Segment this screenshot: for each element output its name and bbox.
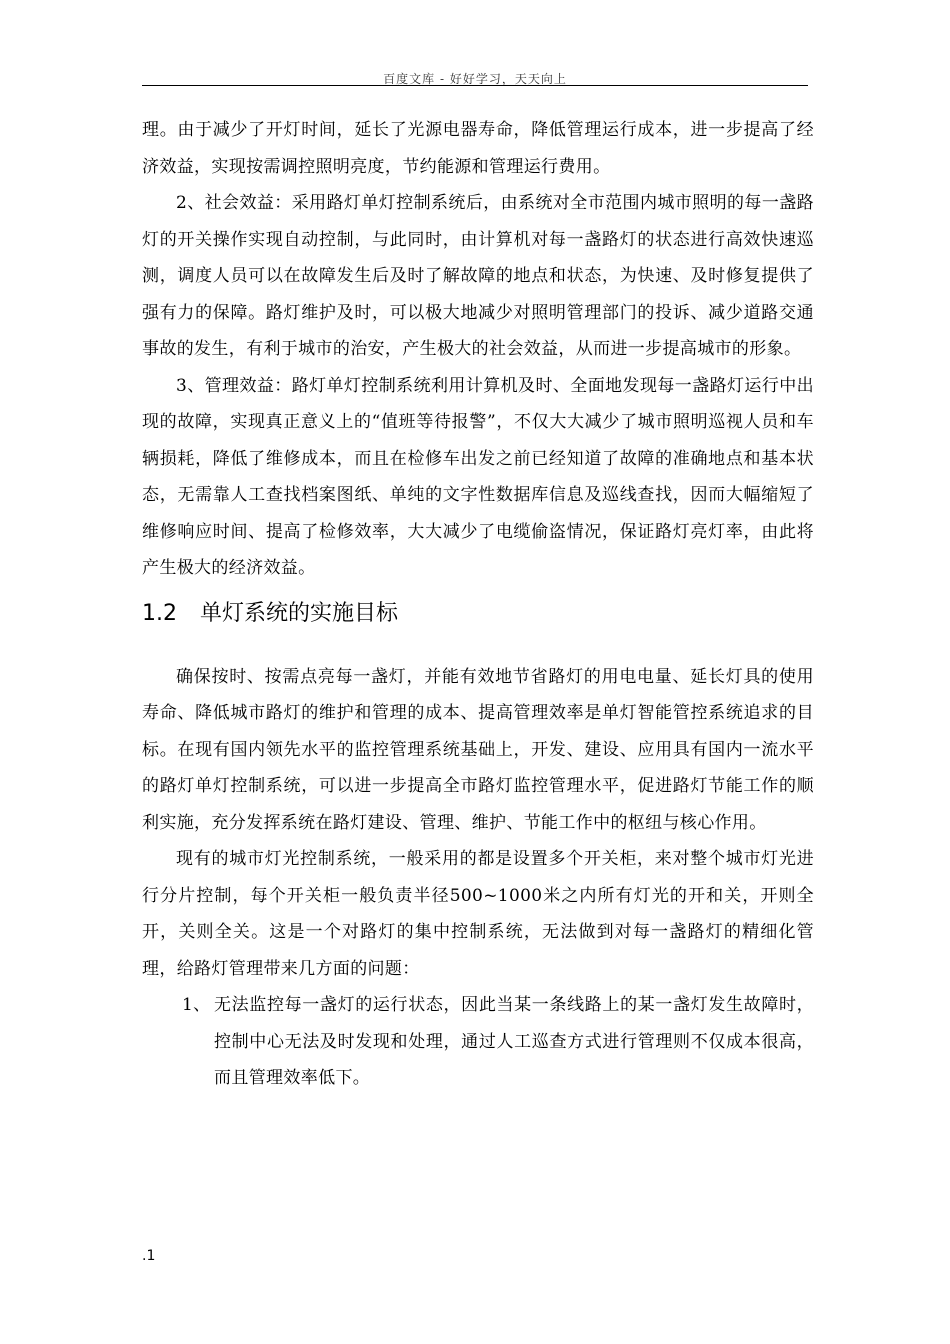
paragraph-objective: 确保按时、按需点亮每一盏灯，并能有效地节省路灯的用电电量、延长灯具的使用寿命、降低城市路灯的维护和管理的成本、提高管理效率是单灯智能管控系统追求的目标。在现有国内领先水平的监控管理系统基础上，开发、建设、应用具有国内一流水平的路灯单灯控制系统，可以进一步提高全市路灯监控管理水平，促进路灯节能工作的顺利实施，充分发挥系统在路灯建设、管理、维护、节能工作中的枢纽与核心作用。 [142,666,814,833]
section-number: 1.2 [142,600,177,626]
list-item-text: 无法监控每一盏灯的运行状态，因此当某一条线路上的某一盏灯发生故障时，控制中心无法及时发现和处理，通过人工巡查方式进行管理则不仅成本很高，而且管理效率低下。 [214,995,814,1088]
document-body [142,112,814,1097]
paragraph-social-benefit: 2、社会效益：采用路灯单灯控制系统后，由系统对全市范围内城市照明的每一盏路灯的开关操作实现自动控制，与此同时，由计算机对每一盏路灯的状态进行高效快速巡测，调度人员可以在故障发生后及时了解故障的地点和状态，为快速、及时修复提供了强有力的保障。路灯维护及时，可以极大地减少对照明管理部门的投诉、减少道路交通事故的发生，有利于城市的治安，产生极大的社会效益，从而进一步提高城市的形象。 [142,193,814,359]
list-marker: 1、 [182,995,211,1015]
page-header: 百度文库 - 好好学习，天天向上 [383,72,567,86]
list-item [142,987,814,1097]
paragraph-management-benefit: 3、管理效益：路灯单灯控制系统利用计算机及时、全面地发现每一盏路灯运行中出现的故障，实现真正意义上的“值班等待报警”，不仅大大减少了城市照明巡视人员和车辆损耗，降低了维修成本，而且在检修车出发之前已经知道了故障的准确地点和基本状态，无需靠人工查找档案图纸、单纯的文字性数据库信息及巡线查找，因而大幅缩短了维修响应时间、提高了检修效率，大大减少了电缆偷盗情况，保证路灯亮灯率，由此将产生极大的经济效益。 [142,375,814,578]
section-heading [142,587,814,659]
paragraph-continuation: 理。由于减少了开灯时间，延长了光源电器寿命，降低管理运行成本，进一步提高了经济效益，实现按需调控照明亮度，节约能源和管理运行费用。 [142,120,814,177]
header-rule [142,85,808,86]
paragraph-existing-system: 现有的城市灯光控制系统，一般采用的都是设置多个开关柜，来对整个城市灯光进行分片控制，每个开关柜一般负责半径500~1000米之内所有灯光的开和关，开则全开，关则全关。这是一个对路灯的集中控制系统，无法做到对每一盏路灯的精细化管理，给路灯管理带来几方面的问题： [142,849,814,979]
section-title: 单灯系统的实施目标 [200,600,399,626]
page-number: .1 [142,1248,156,1264]
